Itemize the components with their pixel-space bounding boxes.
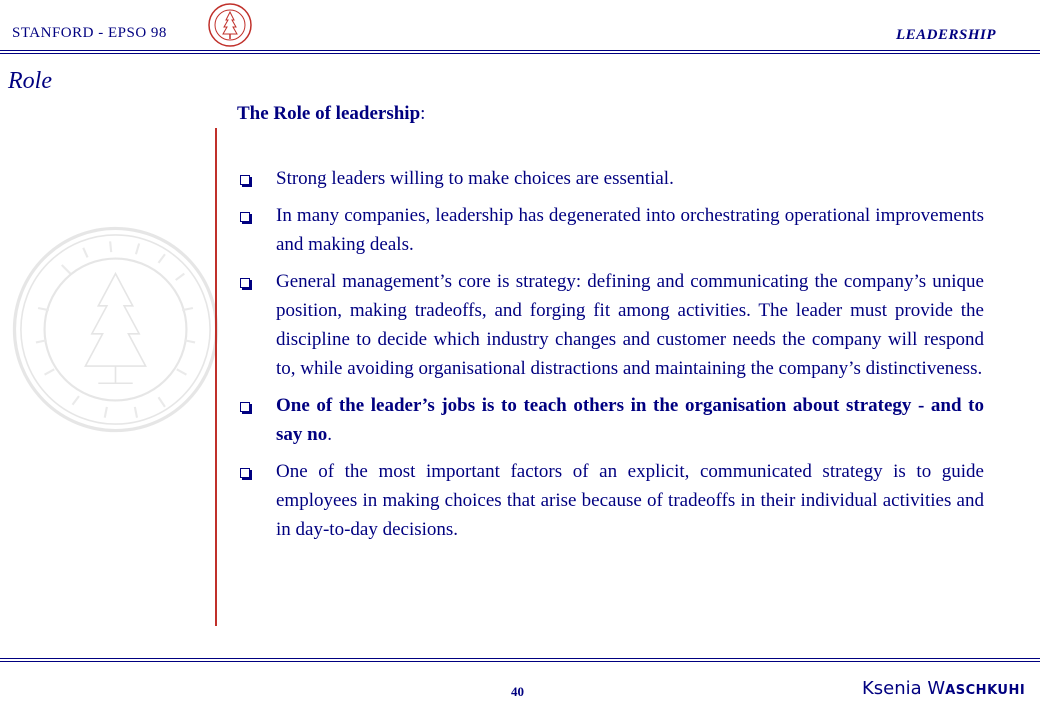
content-heading [237,103,425,125]
header-divider-secondary [0,53,1040,54]
content-heading-text: The Role of leadership [237,103,421,124]
header-divider [0,50,1040,51]
footer-divider-secondary [0,661,1040,662]
author-name-first: Ksenia W [862,678,946,699]
content-heading-colon: : [420,103,426,124]
footer-divider [0,658,1040,659]
checkbox-bullet-icon [240,468,250,478]
checkbox-bullet-icon [240,278,250,288]
checkbox-bullet-icon [240,212,250,222]
bullet-text: General management’s core is strategy: defining and communicating the company’s unique position, making tradeoffs, and forging fit among activities. The leader must provide the discipline to decide which industry changes and customer needs the company will respond to, while avoiding organisational distractions and maintaining the company’s distinctiveness. [276,271,984,379]
author-name [862,678,1025,699]
header-right-title: LEADERSHIP [895,27,996,43]
bullet-text: In many companies, leadership has degenerated into orchestrating operational improvements and making deals. [276,205,984,255]
bullet-text-period: . [327,424,332,445]
university-watermark-icon [8,222,223,437]
page-number: 40 [511,684,524,699]
bullet-list [233,164,984,552]
list-item [233,391,984,449]
section-title: Role [8,68,52,94]
author-name-rest: ASCHKUHI [945,683,1026,698]
list-item [233,267,984,383]
header-left-title: STANFORD - EPSO 98 [12,25,167,41]
accent-divider [215,128,217,626]
list-item [233,201,984,259]
list-item [233,164,984,193]
bullet-text: One of the most important factors of an explicit, communicated strategy is to guide employees in making choices that arise because of tradeoffs in their individual activities and in day-to-day decisions. [276,461,984,540]
checkbox-bullet-icon [240,175,250,185]
stanford-seal-icon [207,2,253,48]
bullet-text: Strong leaders willing to make choices are essential. [276,168,674,189]
checkbox-bullet-icon [240,402,250,412]
bullet-text-bold: One of the leader’s jobs is to teach others in the organisation about strategy - and to say no [276,395,984,445]
list-item [233,457,984,544]
